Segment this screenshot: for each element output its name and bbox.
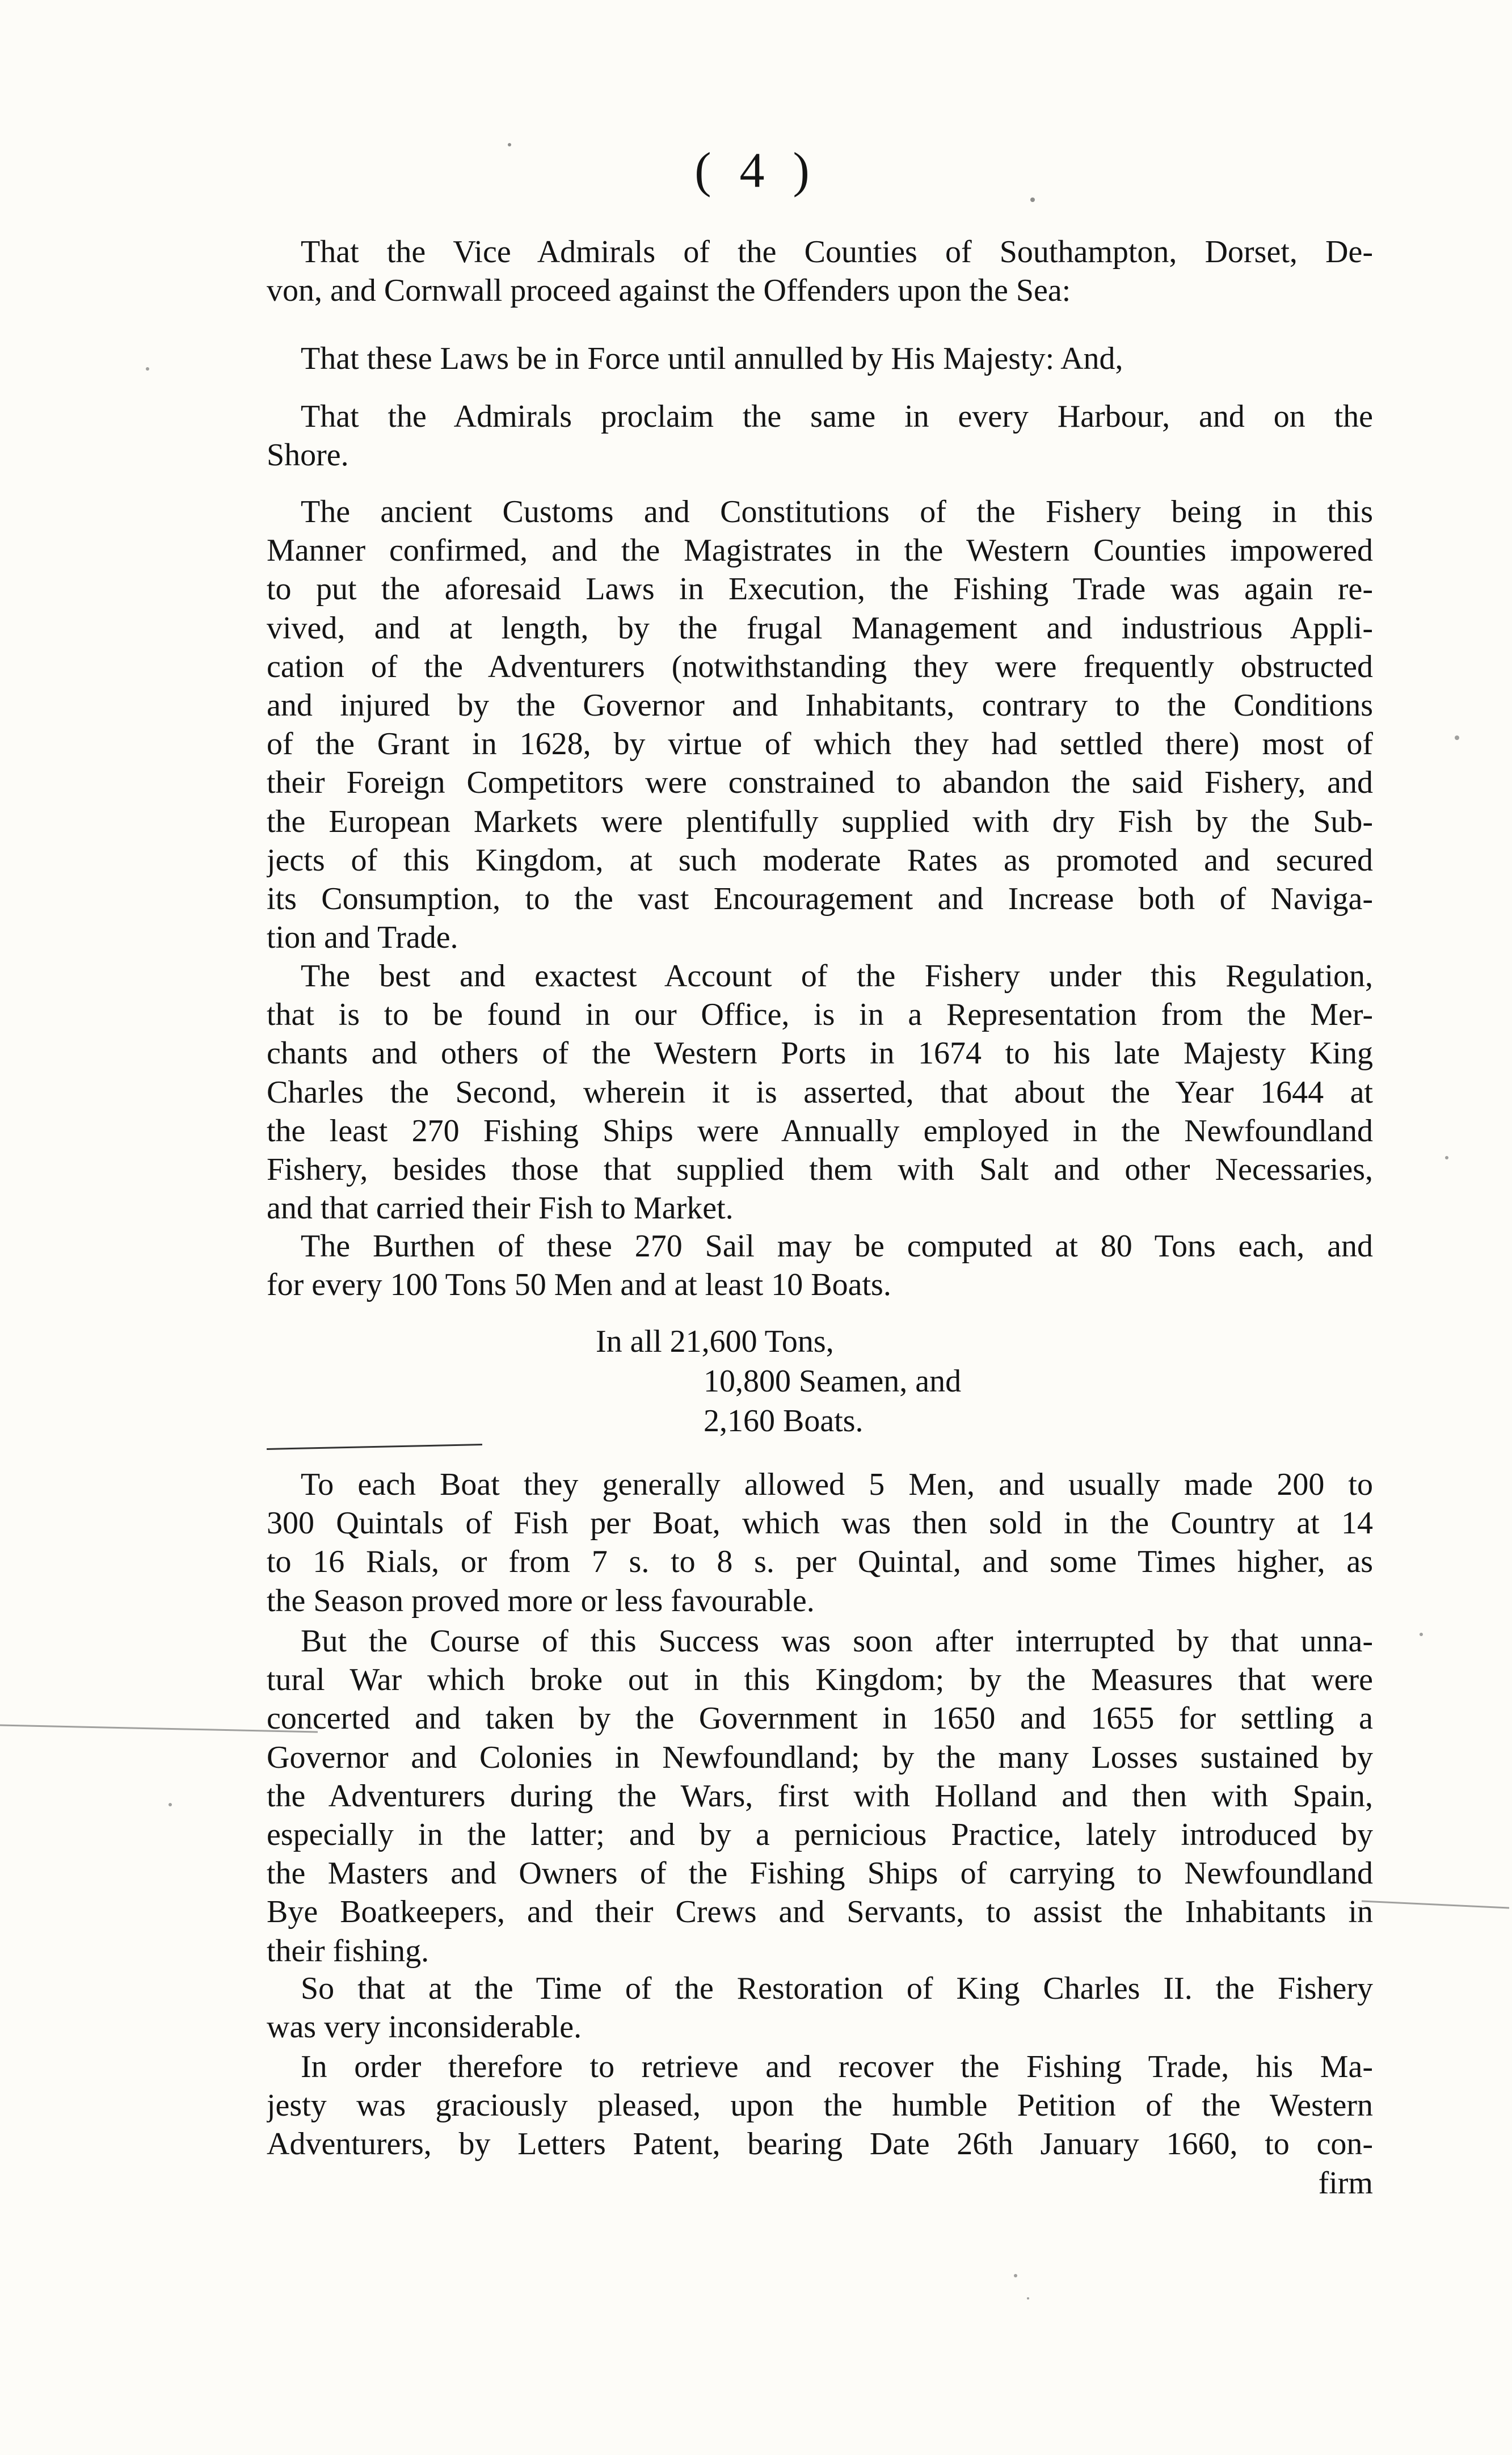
text-line: jects of this Kingdom, at such moderate Rates as promoted and secured (267, 842, 1373, 878)
text-line: tion and Trade. (267, 920, 458, 956)
text-line: Adventurers, by Letters Patent, bearing Date 26th January 1660, to con- (267, 2126, 1373, 2162)
text-line: and injured by the Governor and Inhabitants, contrary to the Conditions (267, 687, 1373, 723)
catchword: firm (1318, 2165, 1373, 2201)
text-line: That the Admirals proclaim the same in every Harbour, and on the (301, 399, 1373, 434)
text-line: for every 100 Tons 50 Men and at least 10 Boats. (267, 1267, 891, 1303)
text-line: the Masters and Owners of the Fishing Ships of carrying to Newfoundland (267, 1856, 1373, 1891)
text-line: chants and others of the Western Ports in 1674 to his late Majesty King (267, 1036, 1373, 1071)
text-line: to 16 Rials, or from 7 s. to 8 s. per Quintal, and some Times higher, as (267, 1544, 1373, 1580)
page-number: ( 4 ) (694, 143, 818, 198)
text-line: The best and exactest Account of the Fishery under this Regulation, (301, 959, 1373, 994)
text-line: Governor and Colonies in Newfoundland; by the many Losses sustained by (267, 1739, 1373, 1775)
text-line: the Adventurers during the Wars, first with Holland and then with Spain, (267, 1778, 1373, 1814)
text-line: That the Vice Admirals of the Counties of Southampton, Dorset, De- (301, 234, 1373, 270)
text-line: jesty was graciously pleased, upon the humble Petition of the Western (267, 2088, 1373, 2124)
text-line: von, and Cornwall proceed against the Offenders upon the Sea: (267, 273, 1071, 309)
text-line: Fishery, besides those that supplied them with Salt and other Necessaries, (267, 1151, 1373, 1187)
text-line: To each Boat they generally allowed 5 Men, and usually made 200 to (301, 1467, 1373, 1502)
text-line: was very inconsiderable. (267, 2010, 582, 2045)
text-line: The ancient Customs and Constitutions of the Fishery being in this (301, 494, 1373, 529)
text-line: In order therefore to retrieve and recover the Fishing Trade, his Ma- (301, 2049, 1373, 2084)
text-line: cation of the Adventurers (notwithstanding they were frequently obstructed (267, 649, 1373, 684)
text-line: and that carried their Fish to Market. (267, 1191, 734, 1226)
text-line: The Burthen of these 270 Sail may be computed at 80 Tons each, and (301, 1229, 1373, 1264)
text-line: tural War which broke out in this Kingdom; by the Measures that were (267, 1662, 1373, 1698)
text-line: their fishing. (267, 1933, 429, 1969)
text-line: that is to be found in our Office, is in a Representation from the Mer- (267, 997, 1373, 1033)
text-line: vived, and at length, by the frugal Management and industrious Appli- (267, 610, 1373, 646)
text-line: of the Grant in 1628, by virtue of which they had settled there) most of (267, 726, 1373, 762)
text-line: the least 270 Fishing Ships were Annually employed in the Newfoundland (267, 1113, 1373, 1149)
text-line: especially in the latter; and by a pernicious Practice, lately introduced by (267, 1817, 1373, 1852)
totals-tons: In all 21,600 Tons, (596, 1324, 834, 1359)
text-line: Bye Boatkeepers, and their Crews and Servants, to assist the Inhabitants in (267, 1894, 1373, 1930)
text-line: Charles the Second, wherein it is asserted, that about the Year 1644 at (267, 1074, 1373, 1110)
text-line: 300 Quintals of Fish per Boat, which was then sold in the Country at 14 (267, 1506, 1373, 1541)
totals-seamen: 10,800 Seamen, and (704, 1364, 962, 1399)
text-line: Shore. (267, 438, 349, 473)
text-line: to put the aforesaid Laws in Execution, the Fishing Trade was again re- (267, 571, 1373, 607)
text-line: So that at the Time of the Restoration of King Charles II. the Fishery (301, 1971, 1373, 2006)
text-line: But the Course of this Success was soon after interrupted by that unna- (301, 1624, 1373, 1659)
text-line: the European Markets were plentifully supplied with dry Fish by the Sub- (267, 804, 1373, 839)
text-line: the Season proved more or less favourable. (267, 1583, 815, 1619)
text-line: concerted and taken by the Government in 1650 and 1655 for settling a (267, 1701, 1373, 1737)
text-line: That these Laws be in Force until annulled by His Majesty: And, (301, 341, 1123, 376)
text-line: its Consumption, to the vast Encouragement and Increase both of Naviga- (267, 881, 1373, 917)
text-line: their Foreign Competitors were constrained to abandon the said Fishery, and (267, 765, 1373, 801)
text-line: Manner confirmed, and the Magistrates in the Western Counties impowered (267, 533, 1373, 569)
totals-boats: 2,160 Boats. (704, 1403, 864, 1439)
